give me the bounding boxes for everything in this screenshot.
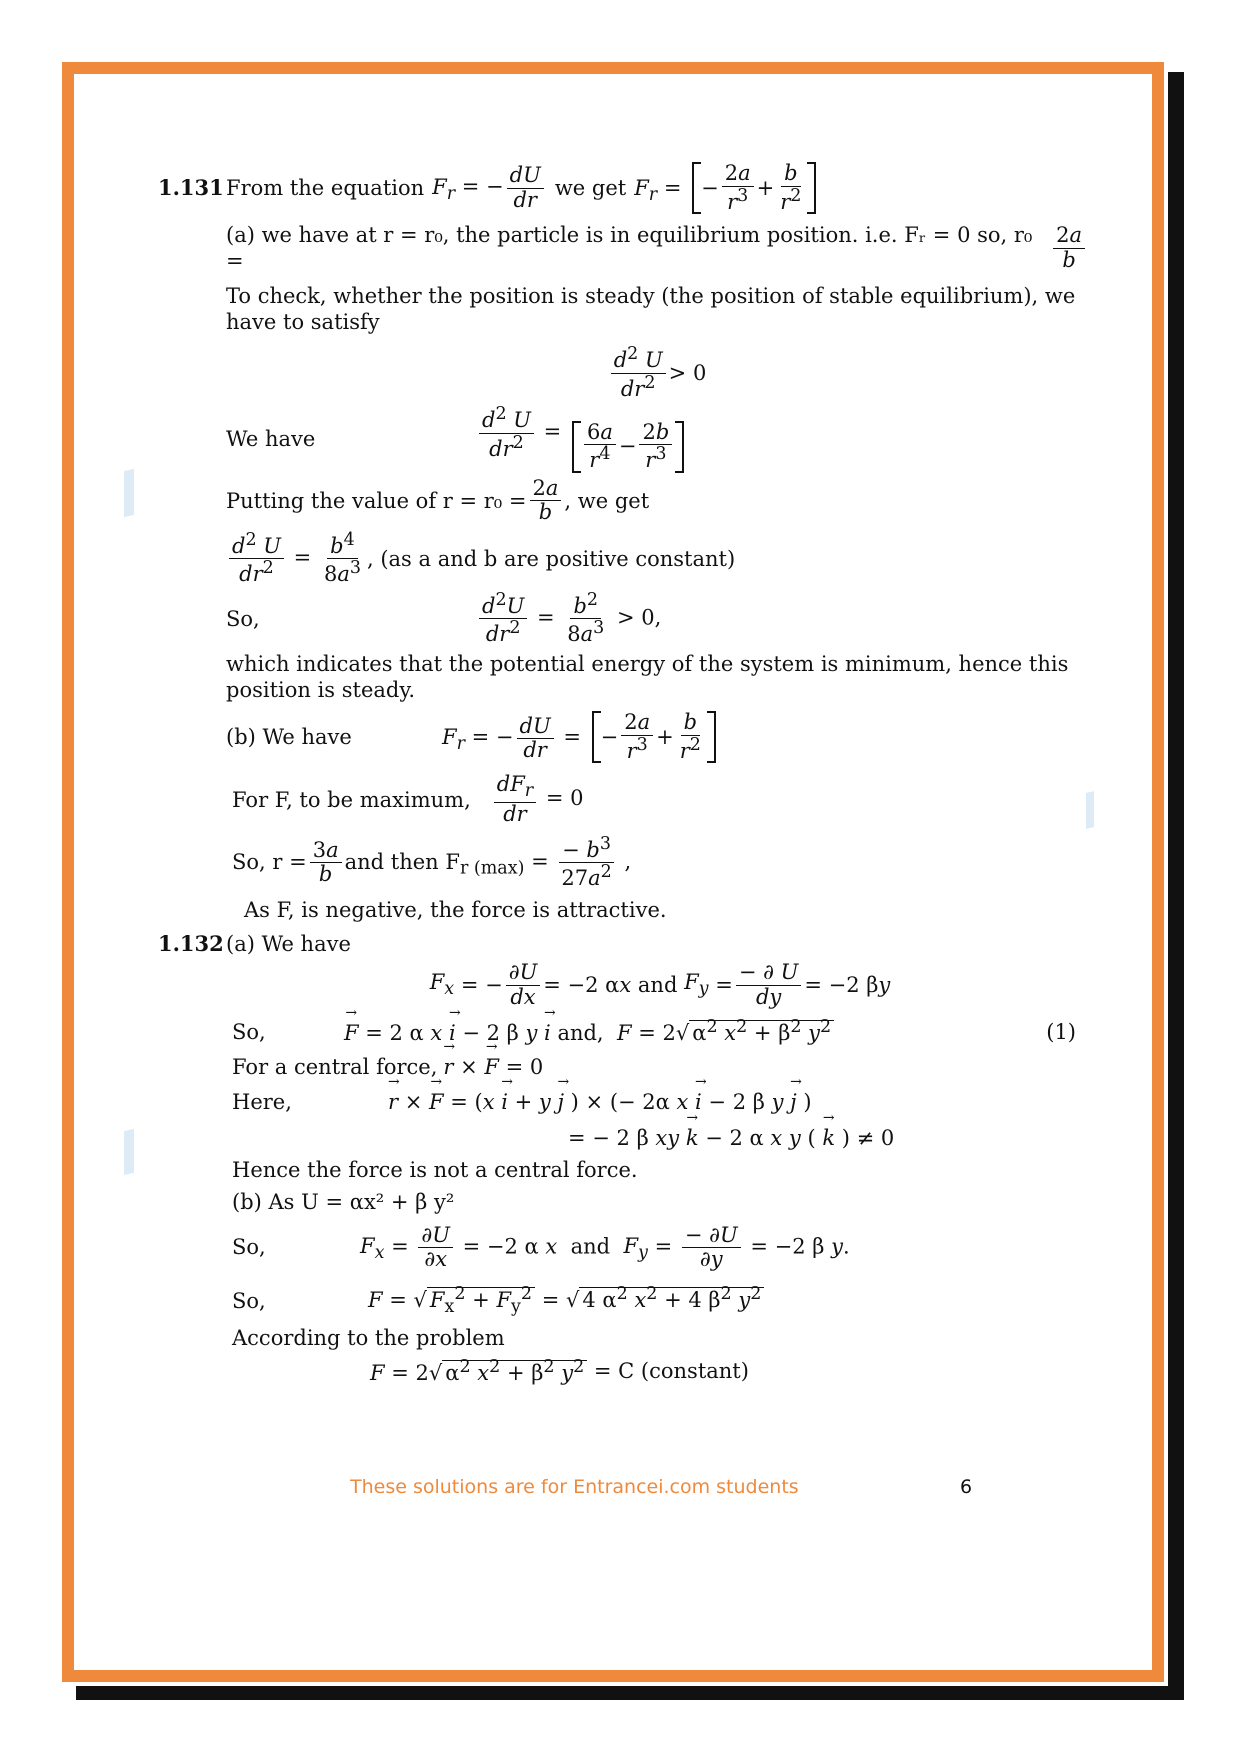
- max-condition-line: [232, 773, 1088, 826]
- here-label: Here,: [232, 1089, 292, 1114]
- here-line: [232, 1089, 1088, 1115]
- part-a-label: (a) We have: [226, 931, 351, 956]
- footer-text: These solutions are for Entrancei.com students: [350, 1476, 799, 1498]
- final-equation-line: [370, 1357, 1088, 1386]
- according-text: According to the problem: [232, 1325, 505, 1350]
- components-line: [232, 1224, 1088, 1272]
- equation: $\frac{d^2 U}{dr^2}$ > 0: [226, 345, 1088, 401]
- problem-132-header: [158, 931, 1088, 957]
- attractive-note: As F, is negative, the force is attractive.: [244, 897, 667, 922]
- we-get-text: we get: [554, 175, 627, 200]
- equation: $F_r$ = − $\frac{2a}{r^3}$ + $\frac{b}{r^2}$: [634, 162, 820, 214]
- so-label: So,: [232, 1289, 266, 1314]
- problem-number: 1.132: [158, 930, 224, 956]
- so-r-text: So, r =: [232, 850, 307, 875]
- second-derivative-line: [226, 531, 1088, 587]
- we-have-label: We have: [226, 426, 316, 451]
- part-a-text: (a) we have at r = r₀, the particle is in equilibrium position. i.e. Fᵣ = 0 so, r₀ =: [226, 223, 1033, 274]
- so-label: So,: [232, 1019, 266, 1044]
- equation: r → × F → = (x i → + y j → ) × (− 2α x i → − 2 β y j → ): [388, 1089, 812, 1115]
- equation: $\frac{d^2 U}{dr^2}$ = $\frac{6a}{r^4}$ − $\frac{2b}{r^3}$: [476, 405, 688, 473]
- putting-text: Putting the value of r = r₀ =: [226, 488, 527, 513]
- equation: $_{r (max)}$ = $\frac{- b^3}{27a^2}$ ,: [459, 833, 632, 891]
- equation: F → = 2 α x i → − 2 β y i → and, F = 2√ $\alpha^2$ $x^2 + \beta^2$ $y^2$: [344, 1017, 1046, 1046]
- check-paragraph: To check, whether the position is steady (the position of stable equilibrium), we have to satisfy: [226, 283, 1076, 334]
- force-vector-line: [232, 1017, 1088, 1046]
- we-have-line: [226, 405, 1088, 473]
- page-number: 6: [960, 1476, 973, 1498]
- max-result-line: [232, 835, 1088, 891]
- part-a-line: [226, 222, 1088, 275]
- frame-shadow-bottom: [76, 1686, 1184, 1700]
- central-text: For a central force,: [232, 1055, 438, 1080]
- equation: F = 2√ $\alpha^2$ $x^2 + \beta^2$ $y^2$: [370, 1357, 594, 1386]
- equation: $\frac{3a}{b}$: [310, 839, 342, 887]
- not-central-text: Hence the force is not a central force.: [232, 1158, 638, 1183]
- scan-artifact: [124, 1129, 134, 1175]
- frame-shadow-right: [1168, 72, 1184, 1698]
- equation: $\frac{2a}{b}$: [1053, 224, 1085, 272]
- equation: $F_r$ = − $\frac{dU}{dr}$: [432, 164, 547, 212]
- scan-artifact: [124, 469, 134, 517]
- so-line: [226, 591, 1088, 647]
- max-condition-text: For F, to be maximum,: [232, 787, 471, 812]
- equation: r → × F → = 0: [443, 1054, 543, 1080]
- problem-number: 1.131: [158, 174, 224, 200]
- problem-131-header: [158, 162, 1088, 214]
- equation: F = √ $F_x^2 + F_y^2$ = √ 4 $\alpha^2$ $x^2 + 4$ $\beta^2$ $y^2$: [368, 1284, 764, 1319]
- equation: $F_x$ = − $\frac{\partial U}{dx}$ = −2 α x and $F_y$ = $\frac{- \partial U}{dy}$ = −2 β y: [429, 960, 891, 1009]
- central-force-line: [232, 1054, 1088, 1080]
- equation: $\frac{d^2 U}{dr^2}$ = $\frac{b^4}{8a^3}$: [226, 531, 367, 587]
- so-label: So,: [226, 606, 260, 631]
- equation: $\frac{dF_r}{dr}$ = 0: [491, 773, 584, 826]
- equation: $F_x$ = $\frac{\partial U}{\partial x}$ = −2 α x and $F_y$ = $\frac{- \partial U}{\partial y}$ = −2 β y.: [360, 1222, 850, 1272]
- and-then-text: and then F: [344, 850, 460, 875]
- conclusion-paragraph: which indicates that the potential energy of the system is minimum, hence this position is steady.: [226, 651, 1069, 702]
- intro-text: From the equation: [226, 175, 425, 200]
- equation: $\frac{d^2U}{dr^2}$ = $\frac{b^2}{8a^3}$ > 0,: [476, 591, 661, 647]
- equation: = − 2 β xy k → − 2 α x y ( k → ) ≠ 0: [568, 1125, 1088, 1151]
- so-label: So,: [232, 1235, 266, 1260]
- equation-number: (1): [1046, 1019, 1076, 1044]
- and-word: and: [637, 972, 678, 997]
- part-b-text: (b) As U = αx² + β y²: [232, 1190, 455, 1215]
- putting-line: [226, 477, 1088, 525]
- we-get-text: , we get: [564, 488, 650, 513]
- part-b-line: [226, 711, 1088, 763]
- part-b-label: (b) We have: [226, 725, 352, 750]
- constant-note: = C (constant): [593, 1359, 749, 1384]
- equation: $F_r$ = − $\frac{dU}{dr}$ = − $\frac{2a}{r^3}$ + $\frac{b}{r^2}$: [442, 711, 720, 763]
- solution-content: [158, 162, 1088, 1386]
- positive-note: , (as a and b are positive constant): [366, 546, 736, 571]
- magnitude-line: [232, 1284, 1088, 1319]
- equation: $\frac{2a}{b}$: [530, 477, 562, 525]
